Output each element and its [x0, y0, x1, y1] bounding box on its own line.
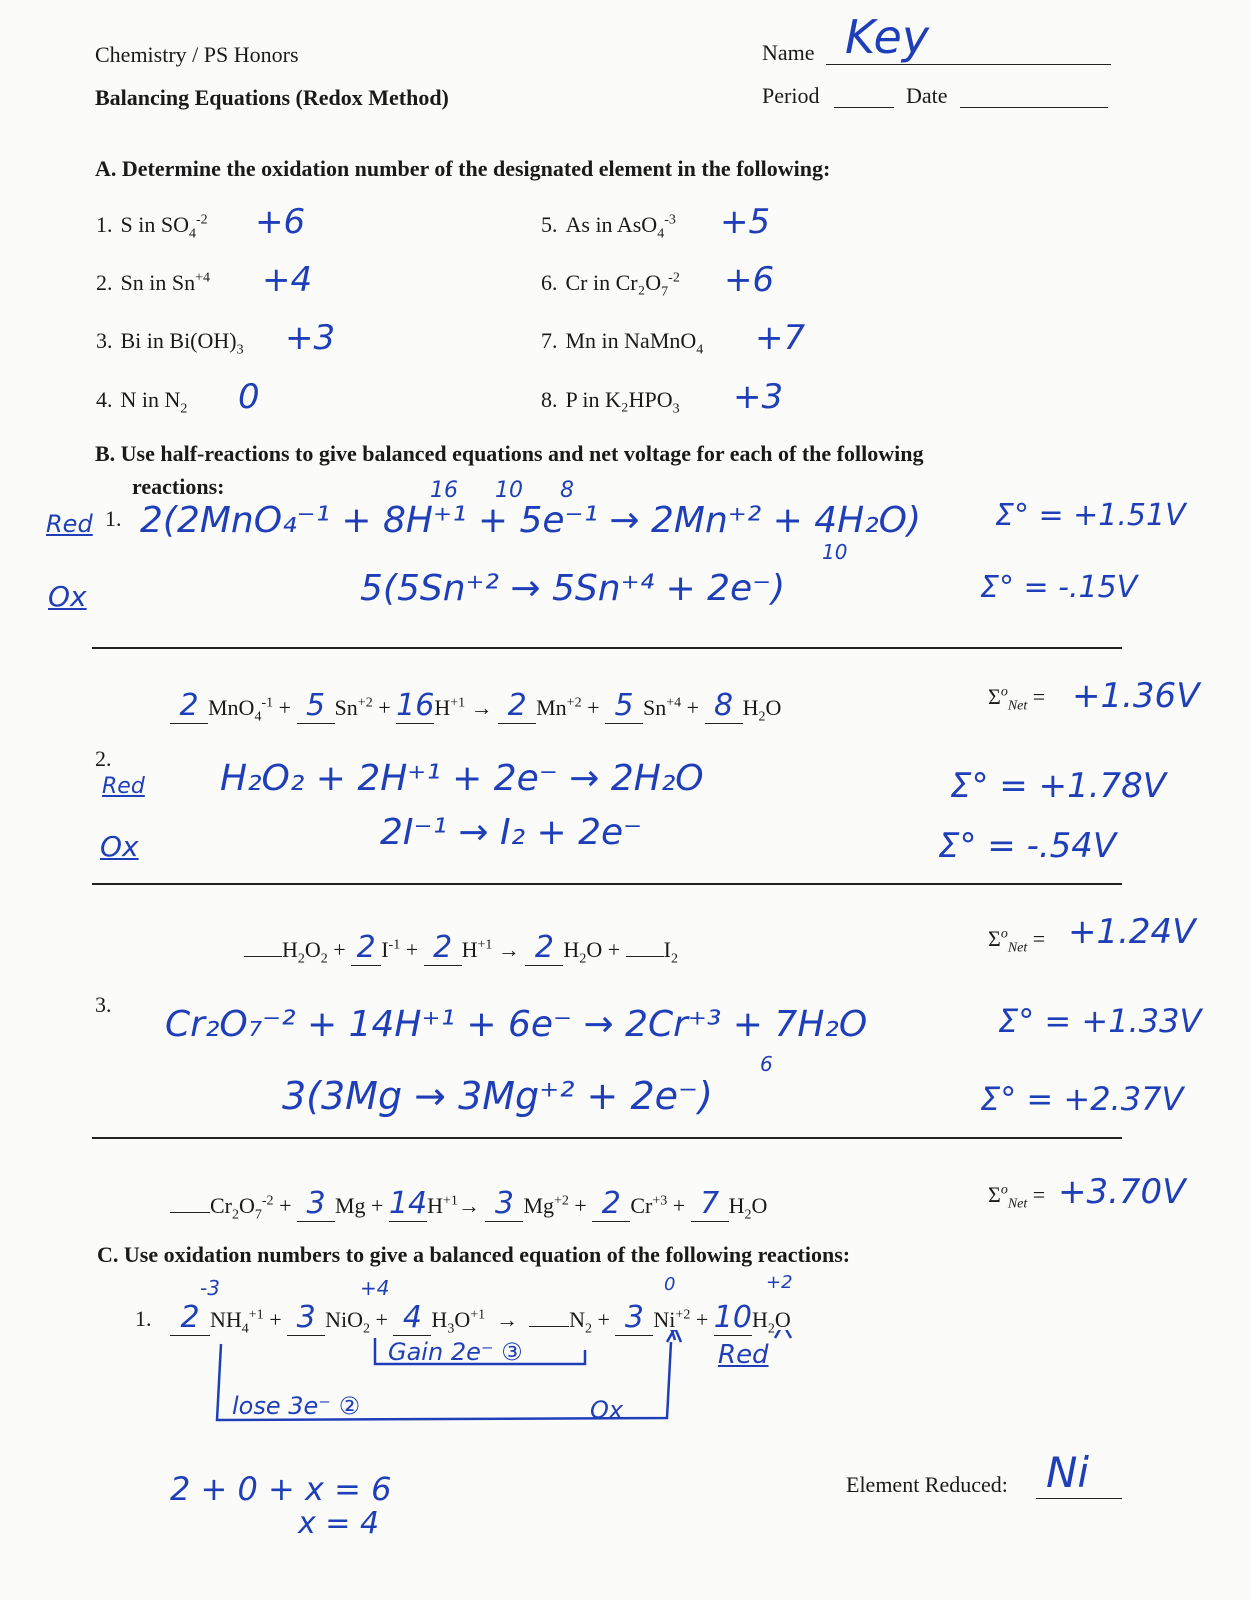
p3-coef-h2o[interactable]: 7: [691, 1186, 729, 1222]
p3-ox-voltage: Σ° = +2.37V: [980, 1080, 1184, 1118]
oxidation-question: [96, 387, 187, 417]
p3-ox-note: 6: [760, 1052, 773, 1076]
oxidation-answer: +4: [262, 260, 313, 300]
question-number: 3.: [96, 328, 113, 353]
question-number: 8.: [541, 387, 558, 412]
p3-net-voltage: +3.70V: [1058, 1172, 1186, 1212]
question-subscript: 4: [696, 342, 704, 358]
c1-coef-nio2[interactable]: 3: [287, 1300, 325, 1336]
lose-electrons-note: lose 3e⁻ ②: [232, 1392, 361, 1420]
p2-coef-i2[interactable]: [626, 956, 664, 957]
p1-red-half: 2(2MnO₄⁻¹ + 8H⁺¹ + 5e⁻¹ → 2Mn⁺² + 4H₂O): [140, 500, 922, 541]
oxidation-answer: +6: [724, 260, 775, 300]
p3-net-label: $\Sigma^o_{Net}$ =: [988, 1182, 1046, 1212]
question-text: Sn in Sn: [120, 270, 196, 295]
p3-coef-cr3[interactable]: 2: [592, 1186, 630, 1222]
p1-red-label: Red: [46, 510, 93, 538]
p1-coef-h2o[interactable]: 8: [705, 688, 743, 724]
question-subscript: 2: [180, 401, 188, 417]
p1-net-voltage: +1.36V: [1072, 676, 1200, 716]
problem-2-number: 2.: [95, 746, 112, 771]
c1-coef-n2[interactable]: [529, 1326, 569, 1327]
p3-coef-mg[interactable]: 3: [297, 1186, 335, 1222]
problem-1-number: 1.: [105, 506, 122, 531]
date-field[interactable]: [960, 83, 1108, 108]
question-superscript: -2: [195, 212, 208, 228]
p2-coef-i[interactable]: 2: [351, 930, 381, 966]
p1-coef-sn2[interactable]: 5: [297, 688, 335, 724]
section-b-heading: B. Use half-reactions to give balanced equations and net voltage for each of the following: [95, 441, 924, 466]
p1-red-notes: 16 10 8: [430, 478, 574, 503]
p2-net-voltage: +1.24V: [1068, 912, 1196, 952]
question-superscript: -2: [668, 270, 680, 286]
oxidation-answer: +6: [255, 202, 306, 242]
p1-coef-sn4[interactable]: 5: [605, 688, 643, 724]
ox-num-ni2: +2: [766, 1272, 793, 1293]
p1-coef-mn2[interactable]: 2: [498, 688, 536, 724]
question-text: Mn in NaMnO: [565, 328, 697, 353]
question-superscript: +4: [195, 270, 210, 286]
worksheet-title: Balancing Equations (Redox Method): [95, 85, 449, 110]
reduction-label: Red: [718, 1340, 769, 1370]
oxidation-answer: +5: [720, 202, 771, 242]
question-number: 2.: [96, 270, 113, 295]
oxidation-question: [541, 212, 676, 242]
p2-red-voltage: Σ° = +1.78V: [950, 766, 1167, 806]
p1-ox-label: Ox: [48, 580, 87, 613]
p3-balanced-equation: $Cr_2O_7^{-2} + 3$ $Mg + 14H^{+1}\to 3$ $Mg^{+2} + 2$ $Cr^{+3} + 7$ $H_2O$: [170, 1186, 767, 1223]
name-label: Name: [762, 40, 815, 65]
oxidation-answer: +3: [285, 318, 336, 358]
oxidation-question: [541, 387, 680, 417]
question-subscript: 4: [188, 226, 196, 242]
question-text: N in N: [120, 387, 181, 412]
question-subscript: 7: [661, 284, 669, 300]
question-text: As in AsO: [565, 212, 658, 237]
oxidation-label: Ox: [590, 1396, 624, 1424]
work-line-2: x = 4: [298, 1506, 380, 1541]
p3-ox-half: 3(3Mg → 3Mg⁺² + 2e⁻): [282, 1074, 713, 1118]
work-line-1: 2 + 0 + x = 6: [170, 1470, 392, 1508]
p1-net-label: $\Sigma^o_{Net}$ =: [988, 684, 1046, 714]
section-c-heading: C. Use oxidation numbers to give a balanced equation of the following reactions:: [97, 1242, 851, 1267]
p3-red-half: Cr₂O₇⁻² + 14H⁺¹ + 6e⁻ → 2Cr⁺³ + 7H₂O: [165, 1004, 868, 1045]
period-field[interactable]: [834, 83, 894, 108]
oxidation-question: [96, 328, 244, 358]
p3-coef-h[interactable]: 14: [388, 1186, 428, 1221]
oxidation-question: [541, 270, 680, 300]
c1-coef-h2o[interactable]: 10: [713, 1300, 752, 1335]
question-number: 6.: [541, 270, 558, 295]
c1-coef-h3o[interactable]: 4: [393, 1300, 431, 1336]
c1-coef-ni2[interactable]: 3: [615, 1300, 653, 1336]
p2-balanced-equation: $H_2O_2 + 2$ $I^{-1} + 2$ $H^{+1} \to 2$ $H_2O + I_2$: [244, 930, 678, 967]
question-text: P in K₂HPO: [565, 387, 673, 412]
oxidation-question: [96, 270, 210, 300]
question-text: S in SO: [120, 212, 189, 237]
p1-ox-voltage: Σ° = -.15V: [980, 570, 1138, 605]
section-b-heading-cont: reactions:: [132, 474, 225, 499]
ox-num-ni: +4: [360, 1276, 390, 1300]
element-reduced-value: Ni: [1046, 1448, 1090, 1497]
p2-red-half: H₂O₂ + 2H⁺¹ + 2e⁻ → 2H₂O: [220, 758, 704, 799]
p2-coef-h2o[interactable]: 2: [525, 930, 563, 966]
question-subscript: 4: [657, 226, 665, 242]
ox-num-n2: 0: [664, 1274, 676, 1295]
element-reduced-label: Element Reduced:: [846, 1472, 1008, 1497]
p2-ox-label: Ox: [100, 830, 139, 863]
p1-ox-note: 10: [822, 540, 848, 564]
c1-coef-nh4[interactable]: 2: [170, 1300, 210, 1336]
section-a-heading: A. Determine the oxidation number of the designated element in the following:: [95, 156, 831, 181]
p2-ox-half: 2I⁻¹ → I₂ + 2e⁻: [380, 812, 643, 853]
p2-ox-voltage: Σ° = -.54V: [938, 826, 1117, 866]
p3-red-voltage: Σ° = +1.33V: [998, 1002, 1202, 1040]
course-label: Chemistry / PS Honors: [95, 42, 299, 67]
p2-net-label: $\Sigma^o_{Net}$ =: [988, 926, 1046, 956]
p1-red-voltage: Σ° = +1.51V: [995, 498, 1186, 533]
divider: [92, 1137, 1122, 1139]
question-number: 1.: [96, 212, 113, 237]
p3-coef-mg2[interactable]: 3: [485, 1186, 523, 1222]
question-superscript: -3: [664, 212, 676, 228]
p1-ox-half: 5(5Sn⁺² → 5Sn⁺⁴ + 2e⁻): [360, 568, 786, 609]
divider: [92, 883, 1122, 885]
question-subscript: 3: [672, 401, 680, 417]
p1-coef-h[interactable]: 16: [396, 688, 435, 723]
question-number: 7.: [541, 328, 558, 353]
question-text: Bi in Bi(OH): [120, 328, 237, 353]
p2-coef-h[interactable]: 2: [424, 930, 462, 966]
name-value: Key: [845, 10, 930, 64]
problem-3-number: 3.: [95, 992, 112, 1017]
period-label: Period: [762, 83, 820, 108]
oxidation-question: [541, 328, 703, 358]
question-number: 5.: [541, 212, 558, 237]
p1-balanced-equation: 2 MnO$_4^{-1}$ + 5 $Sn^{+2} + 16H^{+1} \to 2$ $Mn^{+2} + 5$ $Sn^{+4} + 8$ $H_2O$: [170, 688, 781, 725]
oxidation-answer: +7: [755, 318, 806, 358]
gain-electrons-note: Gain 2e⁻ ③: [388, 1338, 523, 1366]
p3-coef-cr2o7[interactable]: [170, 1212, 210, 1213]
c1-equation: 2 $NH_4^{+1} + 3$ NiO$_2$ + 4 $H_3O^{+1} \to N_2 + 3$ $Ni^{+2} + 10H_2O$: [170, 1300, 791, 1337]
p1-coef-mno4[interactable]: 2: [170, 688, 208, 724]
oxidation-answer: +3: [733, 377, 784, 417]
p2-coef-h2o2[interactable]: [244, 956, 282, 957]
question-text: Cr in Cr₂O: [565, 270, 662, 295]
question-subscript: 3: [236, 342, 244, 358]
oxidation-answer: 0: [238, 377, 260, 417]
section-c-problem-1-number: 1.: [135, 1306, 152, 1331]
oxidation-question: [96, 212, 208, 242]
ox-num-n: -3: [200, 1276, 220, 1300]
date-label: Date: [906, 83, 948, 108]
p2-red-label: Red: [102, 774, 145, 799]
question-number: 4.: [96, 387, 113, 412]
divider: [92, 647, 1122, 649]
